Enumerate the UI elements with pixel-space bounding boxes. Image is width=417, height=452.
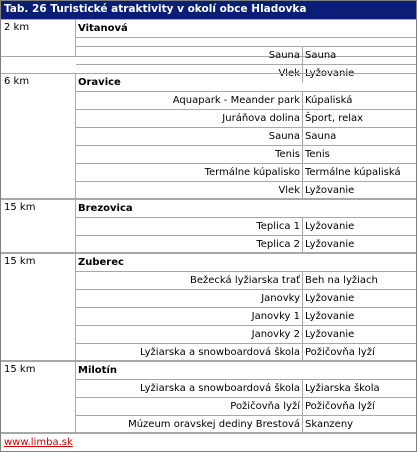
- table-row: [76, 308, 416, 326]
- section-oravice: [0, 73, 417, 199]
- table-row: [76, 380, 416, 398]
- attraction-name: Sauna: [76, 47, 303, 64]
- attraction-name: Sauna: [76, 128, 303, 145]
- attraction-name: Janovky: [76, 290, 303, 307]
- table-title: Tab. 26 Turistické atraktivity v okolí obce Hladovka: [0, 0, 417, 19]
- limba-link[interactable]: www.limba.sk: [4, 437, 73, 448]
- table-row: [76, 92, 416, 110]
- distance-cell: 2 km: [0, 19, 75, 57]
- village-name: Oravice: [76, 74, 416, 92]
- section-zuberec: [0, 253, 417, 361]
- distance-cell: 6 km: [0, 73, 75, 199]
- table-row: [76, 164, 416, 182]
- table-row: [76, 290, 416, 308]
- attraction-type: Požičovňa lyží: [305, 401, 375, 412]
- village-name: Zuberec: [76, 254, 416, 272]
- attraction-type: Sauna: [305, 131, 337, 142]
- section-body: [75, 73, 417, 199]
- village-name: Brezovica: [76, 200, 416, 218]
- village-name: Milotín: [76, 362, 416, 380]
- section-vitanova: [0, 19, 417, 79]
- attraction-type: Lyžovanie: [305, 329, 355, 340]
- table-row: [76, 110, 416, 128]
- table-row: [76, 128, 416, 146]
- attraction-type: Lyžovanie: [305, 239, 355, 250]
- attraction-name: Bežecká lyžiarska trať: [76, 272, 303, 289]
- attraction-type: Lyžovanie: [305, 185, 355, 196]
- attraction-name: Múzeum oravskej dediny Brestová: [76, 416, 303, 434]
- attraction-name: Teplica 2: [76, 236, 303, 254]
- table-row: [76, 272, 416, 290]
- attraction-name: Vlek: [76, 182, 303, 200]
- attraction-type: Lyžovanie: [305, 311, 355, 322]
- spacer-row: [76, 38, 416, 47]
- attraction-name: Lyžiarska a snowboardová škola: [76, 380, 303, 397]
- section-body: [75, 19, 417, 79]
- attraction-type: Šport, relax: [305, 113, 364, 124]
- attraction-name: Teplica 1: [76, 218, 303, 235]
- section-body: [75, 361, 417, 433]
- village-name: Vitanová: [76, 20, 416, 38]
- table-row: [76, 47, 416, 65]
- attraction-name: Juráňova dolina: [76, 110, 303, 127]
- table-row: [76, 218, 416, 236]
- attraction-type: Tenis: [305, 149, 330, 160]
- attraction-type: Lyžiarska škola: [305, 383, 380, 394]
- distance-cell: 15 km: [0, 253, 75, 361]
- attraction-type: Požičovňa lyží: [305, 347, 375, 358]
- attraction-name: Termálne kúpalisko: [76, 164, 303, 181]
- attraction-type: Kúpaliská: [305, 95, 353, 106]
- table-row: [76, 146, 416, 164]
- attraction-type: Termálne kúpaliská: [305, 167, 401, 178]
- attraction-name: Vlek: [76, 65, 303, 83]
- attraction-name: Janovky 2: [76, 326, 303, 343]
- attraction-type: Lyžovanie: [305, 293, 355, 304]
- attraction-name: Lyžiarska a snowboardová škola: [76, 344, 303, 362]
- attraction-name: Janovky 1: [76, 308, 303, 325]
- table-footer: [0, 433, 417, 452]
- table-row: [76, 416, 416, 434]
- table-row: [76, 182, 416, 200]
- table-row: [76, 236, 416, 254]
- distance-cell: 15 km: [0, 361, 75, 433]
- table-row: [76, 398, 416, 416]
- section-body: [75, 253, 417, 361]
- table-row: [76, 326, 416, 344]
- attraction-name: Požičovňa lyží: [76, 398, 303, 415]
- attraction-type: Lyžovanie: [305, 68, 355, 79]
- attraction-name: Tenis: [76, 146, 303, 163]
- section-milotin: [0, 361, 417, 433]
- attraction-type: Skanzeny: [305, 419, 354, 430]
- table-row: [76, 344, 416, 362]
- attraction-type: Beh na lyžiach: [305, 275, 378, 286]
- distance-cell: 15 km: [0, 199, 75, 253]
- attraction-name: Aquapark - Meander park: [76, 92, 303, 109]
- attraction-type: Sauna: [305, 50, 337, 61]
- section-brezovica: [0, 199, 417, 253]
- section-body: [75, 199, 417, 253]
- attraction-type: Lyžovanie: [305, 221, 355, 232]
